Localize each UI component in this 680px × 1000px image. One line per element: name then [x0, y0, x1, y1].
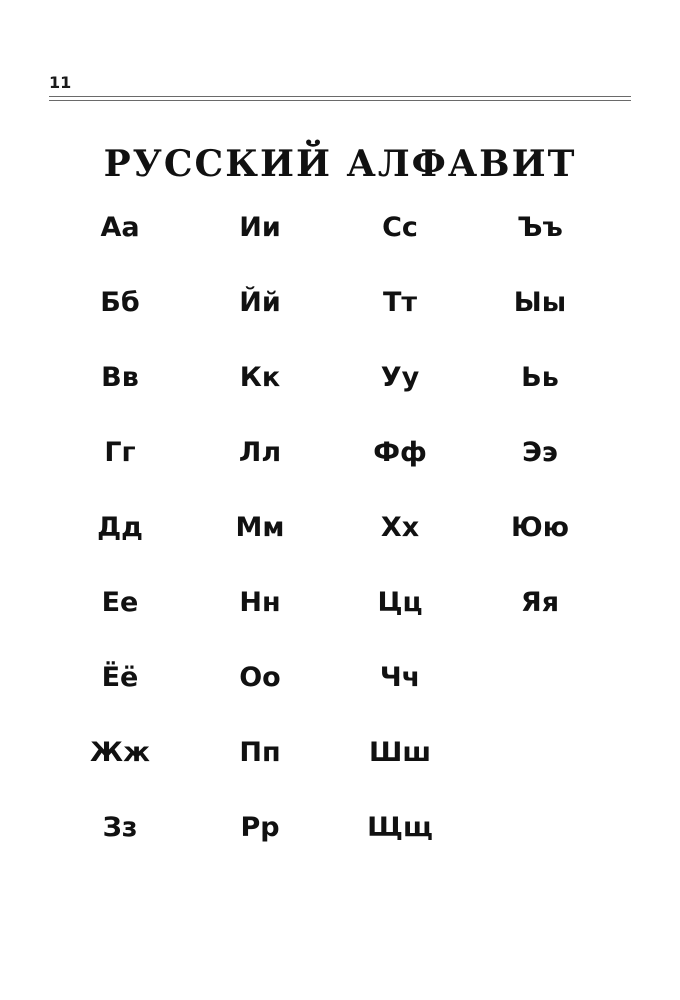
letter-pair: Тт: [382, 287, 418, 318]
letter-pair: Лл: [238, 437, 282, 468]
letter-pair: Йй: [239, 287, 281, 318]
letter-pair: Уу: [380, 362, 420, 393]
letter-pair: Рр: [240, 812, 280, 843]
alphabet-grid: [50, 205, 610, 880]
header-rule: [49, 96, 631, 101]
page-number: 11: [49, 73, 72, 92]
letter-pair: Юю: [511, 512, 569, 543]
letter-pair: Гг: [104, 437, 136, 468]
letter-pair: Сс: [382, 212, 418, 243]
letter-pair: Ыы: [513, 287, 567, 318]
letter-pair: Аа: [100, 212, 140, 243]
letter-pair: Дд: [97, 512, 143, 543]
letter-pair: Вв: [101, 362, 139, 393]
page-title: РУССКИЙ АЛФАВИТ: [103, 143, 577, 185]
empty-cell: [470, 730, 610, 805]
letter-pair: Нн: [239, 587, 281, 618]
letter-pair: Бб: [100, 287, 140, 318]
letter-pair: Ээ: [522, 437, 558, 468]
letter-pair: Ьь: [521, 362, 559, 393]
letter-pair: Жж: [90, 737, 150, 768]
letter-pair: Ии: [239, 212, 281, 243]
letter-pair: Шш: [368, 737, 432, 768]
letter-pair: Мм: [235, 512, 285, 543]
letter-pair: Оо: [239, 662, 281, 693]
letter-pair: Щщ: [367, 812, 433, 843]
letter-pair: Кк: [239, 362, 281, 393]
letter-pair: Яя: [520, 587, 560, 618]
letter-pair: Чч: [379, 662, 421, 693]
letter-pair: Ъъ: [517, 212, 563, 243]
empty-cell: [470, 655, 610, 730]
letter-pair: Хх: [380, 512, 420, 543]
letter-pair: Зз: [102, 812, 138, 843]
letter-pair: Ее: [101, 587, 139, 618]
letter-pair: Ёё: [101, 662, 139, 693]
letter-pair: Пп: [239, 737, 281, 768]
empty-cell: [470, 805, 610, 880]
letter-pair: Фф: [373, 437, 427, 468]
letter-pair: Цц: [377, 587, 423, 618]
